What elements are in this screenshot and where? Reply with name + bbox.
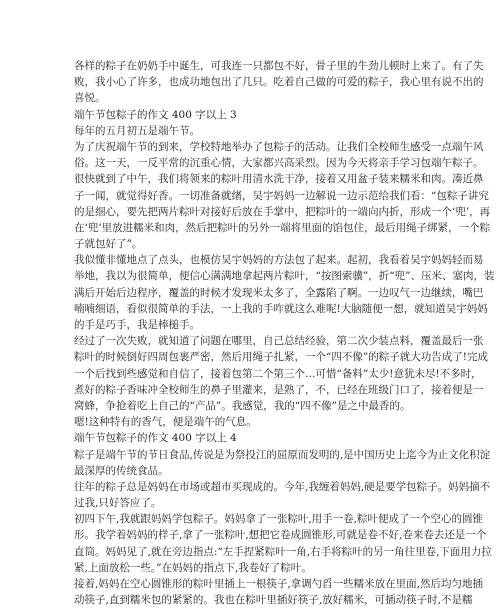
text-line: 为了庆祝端午节的到来，学校特地举办了包粽子的活动。让我们全校师生感受一点端午风 [74, 140, 484, 153]
text-line: 经过了一次失败，就知道了问题在哪里，自己总结经验，第二次少装点料，覆盖最后一张 [74, 335, 484, 348]
text-line: 一个后找到些感觉和自信了，接着包第二个第三个…可惜“备料”太少!意犹未尽!不多时， [74, 367, 482, 380]
document-page [74, 59, 495, 609]
text-line: 举地，我以为很简单，便信心满满地拿起两片粽叶，“按图索骥”，折“兜”、压米、塞肉，装 [74, 270, 495, 283]
text-line: 我似懂非懂地点了点头，也模仿吴宇妈妈的方法包了起来。起初，我看着吴宇妈妈轻而易 [74, 254, 484, 267]
text-line: 各样的粽子在奶奶手中诞生，可我连一只都包不好，骨子里的牛劲儿顿时上来了。有了失 [74, 60, 484, 72]
text-line: 煮好的粽子香味冲全校师生的鼻子里灌来，是熟了，不，已经在班级门口了，接着便是一 [74, 383, 484, 396]
text-line: 动筷子,直到糯米包的紧紧的。我也在粽叶里插好筷子,放好糯米，可插动筷子时,不是糯 [74, 594, 473, 607]
text-line: 粽叶的时候倒好四周包裹严密，然后用绳子扎紧，一个“四不像”的粽子就大功告成了!完成 [74, 351, 488, 364]
text-line: 最深厚的传统食品。 [74, 464, 169, 477]
text-line: 的手是巧手，我是棒槌手。 [74, 319, 200, 331]
text-line: 每年的五月初五是端午节。 [74, 124, 200, 137]
text-line: 过我,只好答应了。 [74, 497, 162, 510]
text-line: 俗。这一天，一反平常的沉重心情，大家都兴高采烈。因为今天将亲手学习包端午粽子。 [74, 157, 484, 170]
text-line: 子一闻，就觉得好香。一切准备就绪，吴宇妈妈一边解说一边示范给我们看：“包粽子讲究 [74, 189, 489, 202]
text-line: 直筒。妈妈见了,就在旁边指点:“左手捏紧粽叶一角,右手将粽叶的另一角往里卷,下面用力拉 [74, 545, 492, 558]
text-line: 喃喃细语，看似很简单的手法，一上我的手咋就这么难呢!大脑随便一想，就知道吴宇妈妈 [74, 302, 488, 315]
text-line: 嗯!这种特有的香气，便是端午的气息。 [74, 416, 257, 429]
text-line: 败，我小心了许多，也成功地包出了几只。吃着自己做的可爱的粽子，我心里有说不出的 [74, 76, 484, 89]
text-line: 形。我学着妈妈的样子,拿了一张粽叶,想把它卷成圆锥形,可就是卷不好,卷来卷去还是一个 [74, 529, 487, 542]
text-line: 初四下午,我就跟妈妈学包粽子。妈妈拿了一张粽叶,用手一卷,粽叶便成了一个空心的圆锥 [74, 513, 484, 526]
text-line: 满后开始后边程序，覆盖的时候才发现米太多了，全露陷了啊。一边叹气一边继续，嘴巴 [74, 286, 484, 299]
text-line: 接着,妈妈在空心圆锥形的粽叶里插上一根筷子,拿调勺舀一些糯米放在里面,然后均匀地插 [74, 578, 484, 590]
text-line: 喜悦。 [74, 92, 106, 105]
text-line: 很快就到了中午，我们将领来的粽叶用清水洗干净，接着又用盆子装来糯米和肉。凑近鼻 [74, 173, 484, 186]
text-line: 紧,上面放松一些。”在妈妈的指点下,我卷好了粽叶。 [74, 561, 312, 574]
text-line: 的是细心，要先把两片粽叶对接好后放在手掌中，把粽叶的一端向内折，形成一个‘兜’，再 [74, 205, 491, 218]
text-line: 往年的粽子总是妈妈在市场或超市买现成的。今年,我缠着妈妈,硬是要学包粽子。妈妈摘不 [74, 480, 491, 493]
text-line: 在‘兜’里放进糯米和肉，然后把粽叶的另外一端将里面的馅包住，最后用绳子绑紧，一个粽 [74, 221, 491, 234]
text-line: 窝蜂，争抢着吃上自己的“产品”。我感觉，我的“四不像”是之中最香的。 [74, 399, 411, 412]
text-line: 粽子是端午节的节日食品,传说是为祭投江的屈原而发明的,是中国历史上迄今为止文化积淀 [74, 448, 491, 461]
section-heading: 端午节包粽子的作文 400 字以上 3 [74, 108, 237, 121]
text-line: 子就包好了”。 [74, 238, 143, 251]
section-heading: 端午节包粽子的作文 400 字以上 4 [74, 432, 237, 445]
